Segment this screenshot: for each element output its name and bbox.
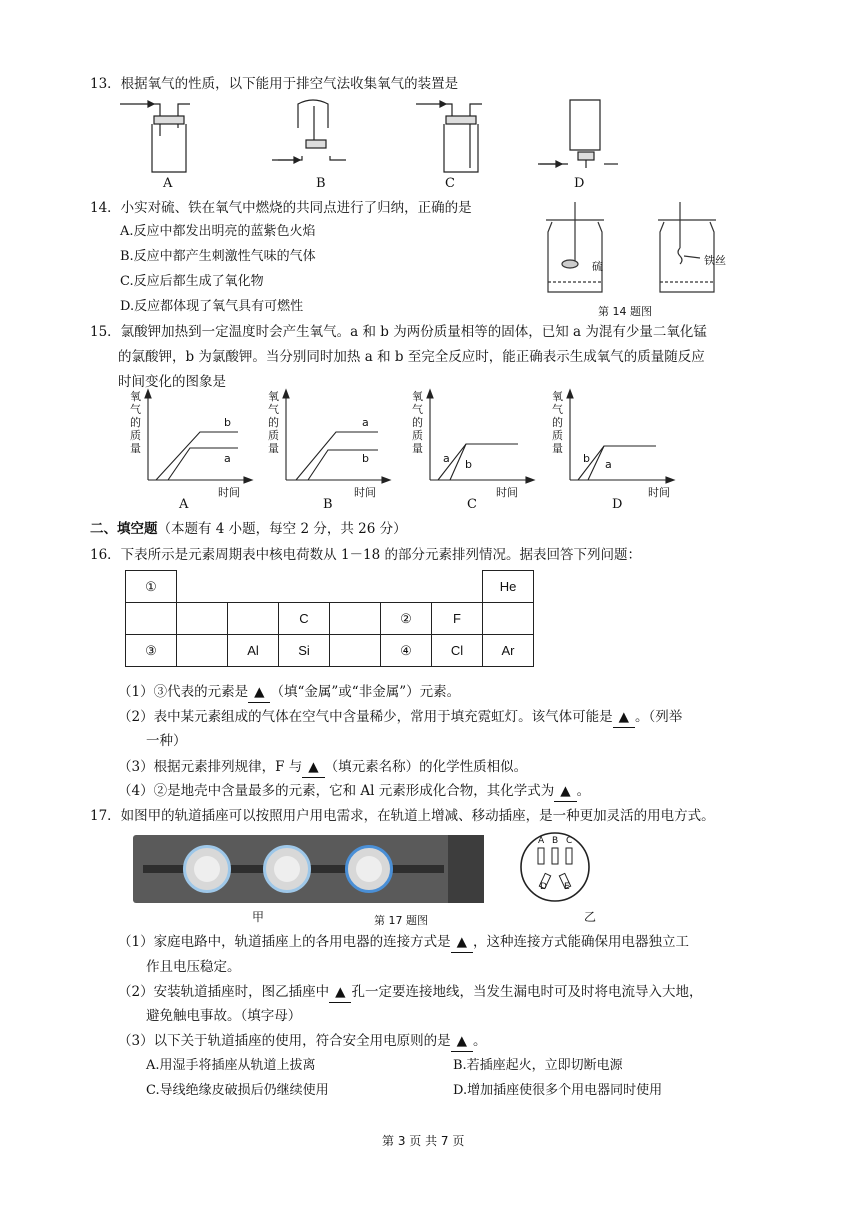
track-socket bbox=[345, 845, 393, 893]
pt-cell: Al bbox=[228, 635, 279, 667]
pt-cell bbox=[228, 603, 279, 635]
q16-stem: 16．下表所示是元素周期表中核电荷数从 1－18 的部分元素排列情况。据表回答下列问题： bbox=[90, 547, 642, 563]
q17-option-a: A.用湿手将插座从轨道上拔离 bbox=[146, 1058, 316, 1073]
q15-graph-d-right: a bbox=[605, 458, 612, 471]
q15-graph-c bbox=[410, 388, 540, 499]
hole-label-d: D bbox=[540, 882, 547, 892]
q14-label-sulfur: 硫 bbox=[592, 260, 603, 273]
q15-graph-b-upper: a bbox=[362, 416, 369, 429]
q17-fig-jia: 甲 bbox=[252, 910, 265, 924]
q15-graph-a-upper: b bbox=[224, 416, 231, 429]
pt-cell: ④ bbox=[381, 635, 432, 667]
pt-cell bbox=[330, 635, 381, 667]
q15-graph-c-right: b bbox=[465, 458, 472, 471]
q17-sub1-cont: 作且电压稳定。 bbox=[146, 959, 241, 975]
q13-apparatus-figure bbox=[118, 98, 618, 178]
hole-label-c: C bbox=[566, 836, 573, 846]
answer-blank[interactable]: ▲ bbox=[329, 982, 351, 1003]
q15-graph-d bbox=[550, 388, 680, 499]
track-socket-photo bbox=[133, 835, 484, 903]
section-2-heading bbox=[90, 519, 407, 539]
q16-sub3: （3）根据元素排列规律，F 与 ▲ （填元素名称）的化学性质相似。 bbox=[118, 757, 527, 778]
pt-cell bbox=[177, 603, 228, 635]
q15-stem-line2: 的氯酸钾，b 为氯酸钾。当分别同时加热 a 和 b 至完全反应时，能正确表示生成氧气的质量随反应 bbox=[118, 349, 705, 365]
q15-graph-a-ylabel: 氧 气 的 质 量 bbox=[130, 390, 141, 455]
q15-graph-d-left: b bbox=[583, 452, 590, 465]
q15-graph-d-label: D bbox=[612, 497, 623, 512]
section-2-note: （本题有 4 小题，每空 2 分，共 26 分） bbox=[157, 521, 407, 537]
hole-label-a: A bbox=[538, 836, 545, 846]
section-2-title: 二、填空题 bbox=[90, 521, 158, 537]
q15-graph-b-lower: b bbox=[362, 452, 369, 465]
answer-blank[interactable]: ▲ bbox=[451, 932, 473, 953]
q15-stem-line3: 时间变化的图象是 bbox=[118, 374, 226, 390]
q16-sub1: （1）③代表的元素是 ▲ （填“金属”或“非金属”）元素。 bbox=[118, 682, 460, 703]
pt-cell: ① bbox=[126, 571, 177, 603]
pt-cell: Ar bbox=[483, 635, 534, 667]
q17-option-c: C.导线绝缘皮破损后仍继续使用 bbox=[146, 1083, 329, 1098]
q15-graph-a-lower: a bbox=[224, 452, 231, 465]
q15-graph-b-label: B bbox=[323, 497, 333, 512]
answer-blank[interactable]: ▲ bbox=[302, 757, 324, 778]
pt-cell: C bbox=[279, 603, 330, 635]
q15-graph-c-left: a bbox=[443, 452, 450, 465]
answer-blank[interactable]: ▲ bbox=[613, 707, 635, 728]
q17-sub1: （1）家庭电路中，轨道插座上的各用电器的连接方式是 ▲ ，这种连接方式能确保用电器独立工 bbox=[118, 932, 689, 953]
pt-cell: He bbox=[483, 571, 534, 603]
q13-label-d: D bbox=[574, 176, 585, 191]
q15-graph-a bbox=[128, 388, 258, 499]
q16-sub2-cont: 一种） bbox=[146, 733, 187, 749]
track-socket bbox=[183, 845, 231, 893]
q16-sub2: （2）表中某元素组成的气体在空气中含量稀少，常用于填充霓虹灯。该气体可能是 ▲ 。（列举 bbox=[118, 707, 682, 728]
q17-sub2-cont: 避免触电事故。（填字母） bbox=[146, 1008, 302, 1024]
hole-label-b: B bbox=[552, 836, 559, 846]
q14-option-d: D.反应都体现了氧气具有可燃性 bbox=[120, 299, 304, 314]
q17-option-d: D.增加插座使很多个用电器同时使用 bbox=[453, 1083, 663, 1098]
q17-option-b: B.若插座起火，立即切断电源 bbox=[453, 1058, 623, 1073]
q15-stem-line1: 15．氯酸钾加热到一定温度时会产生氧气。a 和 b 为两份质量相等的固体，已知 a 为混有少量二氧化锰 bbox=[90, 324, 707, 340]
q17-sub3: （3）以下关于轨道插座的使用，符合安全用电原则的是 ▲ 。 bbox=[118, 1031, 486, 1052]
q14-stem: 14．小实对硫、铁在氧气中燃烧的共同点进行了归纳，正确的是 bbox=[90, 200, 472, 216]
q13-label-a: A bbox=[163, 176, 173, 191]
q17-sub2: （2）安装轨道插座时，图乙插座中 ▲ 孔一定要连接地线，当发生漏电时可及时将电流导入大地， bbox=[118, 982, 702, 1003]
q14-option-b: B.反应中都产生刺激性气味的气体 bbox=[120, 249, 316, 264]
q15-graph-b-xlabel: 时间 bbox=[354, 486, 376, 499]
q13-label-b: B bbox=[316, 176, 326, 191]
q13-label-c: C bbox=[445, 176, 455, 191]
track-socket bbox=[263, 845, 311, 893]
answer-blank[interactable]: ▲ bbox=[248, 682, 270, 703]
q14-option-a: A.反应中都发出明亮的蓝紫色火焰 bbox=[120, 224, 316, 239]
q17-fig-yi: 乙 bbox=[584, 910, 597, 924]
q15-graph-c-xlabel: 时间 bbox=[496, 486, 518, 499]
pt-cell bbox=[177, 635, 228, 667]
pt-cell: ③ bbox=[126, 635, 177, 667]
pt-cell bbox=[483, 603, 534, 635]
pt-cell bbox=[330, 603, 381, 635]
q15-graph-b-ylabel: 氧 气 的 质 量 bbox=[268, 390, 279, 455]
q15-graph-d-xlabel: 时间 bbox=[648, 486, 670, 499]
pt-cell bbox=[126, 603, 177, 635]
answer-blank[interactable]: ▲ bbox=[451, 1031, 473, 1052]
q14-caption: 第 14 题图 bbox=[598, 305, 652, 318]
periodic-table bbox=[125, 570, 534, 667]
q14-combustion-figure bbox=[540, 198, 720, 298]
q14-label-iron-wire: 铁丝 bbox=[704, 254, 726, 267]
q15-graph-c-ylabel: 氧 气 的 质 量 bbox=[412, 390, 423, 455]
q15-graph-b bbox=[266, 388, 396, 499]
pt-cell: Si bbox=[279, 635, 330, 667]
page-footer: 第 3 页 共 7 页 bbox=[382, 1134, 465, 1148]
q15-graph-c-label: C bbox=[467, 497, 477, 512]
answer-blank[interactable]: ▲ bbox=[554, 781, 576, 802]
q15-graph-d-ylabel: 氧 气 的 质 量 bbox=[552, 390, 563, 455]
q17-caption: 第 17 题图 bbox=[374, 914, 428, 927]
q17-stem: 17．如图甲的轨道插座可以按照用户用电需求，在轨道上增减、移动插座，是一种更加灵活的用电方式。 bbox=[90, 808, 715, 824]
q14-option-c: C.反应后都生成了氧化物 bbox=[120, 274, 264, 289]
hole-label-e: E bbox=[564, 882, 570, 892]
q15-graph-a-xlabel: 时间 bbox=[218, 486, 240, 499]
q15-graph-a-label: A bbox=[179, 497, 189, 512]
pt-cell: F bbox=[432, 603, 483, 635]
pt-cell: Cl bbox=[432, 635, 483, 667]
q13-stem: 13．根据氧气的性质，以下能用于排空气法收集氧气的装置是 bbox=[90, 76, 459, 92]
q16-sub4: （4）②是地壳中含量最多的元素，它和 Al 元素形成化合物，其化学式为 ▲ 。 bbox=[118, 781, 590, 802]
pt-cell: ② bbox=[381, 603, 432, 635]
